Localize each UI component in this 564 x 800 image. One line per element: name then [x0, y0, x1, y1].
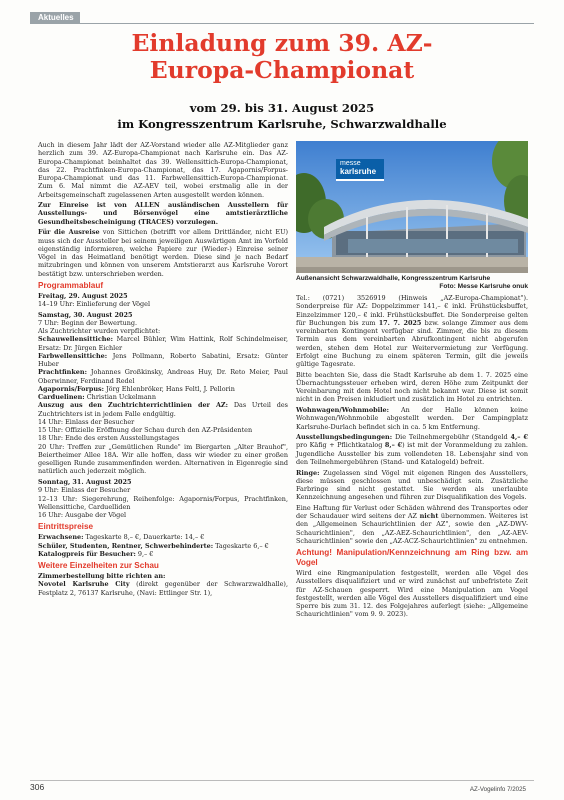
- price-label: Schüler, Studenten, Rentner, Schwerbehinderte:: [38, 541, 214, 550]
- rings-text: Zugelassen sind Vögel mit eigenen Ringen des Ausstellers, diese müssen geschlossen und unbeschädigt sein. Zusätzliche Farbringe sind nicht gestattet. Sie werden als unerlaubte Kennzeichnung angesehen und führen zur Disqualifikation des Vogels.: [296, 468, 528, 502]
- programm-heading: Programmablauf: [38, 280, 104, 290]
- liability-paragraph: [296, 504, 528, 545]
- caravan-label: Wohnwagen/Wohnmobile:: [296, 406, 390, 415]
- rings-paragraph: [296, 469, 528, 502]
- subtitle-line-1: vom 29. bis 31. August 2025: [189, 101, 375, 115]
- sunday-date: Sonntag, 31. August 2025: [38, 478, 132, 487]
- sign-line-1: messe: [340, 160, 361, 167]
- eintritt-heading: Eintrittspreise: [38, 522, 94, 532]
- intro-paragraph: Auch in diesem Jahr lädt der AZ-Vorstand wieder alle AZ-Mitglieder ganz herzlich zum 39. AZ-Europa-Championat nach Karlsruhe ein. Das AZ-Europa-Championat beinhaltet das 39. Wellensittich-Europa-Championat, das 22. Prachtfinken-Europa-Championat, das 17. Agapornis/Forpus-Europa-Championat und das 11. Farbwellensittich-Europa-Championat. Zum 6. Mal nimmt die AZ-AEV teil, wobei erstmalig alle in der Arbeitsgemeinschaft zugelassenen Arten ausgestellt werden können.: [38, 141, 288, 199]
- rings-label: Ringe:: [296, 468, 320, 477]
- caravan-text: An der Halle können keine Wohnwagen/Wohnmobile abgestellt werden. Der Campingplatz Karlsruhe-Durlach befindet sich in ca. 5 km Entfernung.: [296, 406, 528, 431]
- traces-notice: Zur Einreise ist von ALLEN ausländischen Ausstellern für Ausstellungs- und Börsenvögel eine amtstierärztliche Gesundheitsbescheinigung (TRACES) vorzulegen.: [38, 201, 288, 226]
- saturday-item: 15 Uhr: Offizielle Eröffnung der Schau durch den AZ-Präsidenten: [38, 426, 253, 435]
- liability-emphasis: nicht: [419, 512, 439, 521]
- judge-names: Jörg Ehlenbröker, Hans Feltl, J. Pellorin: [104, 384, 235, 393]
- liability-end: übernommen. Weiteres ist den „Allgemeinen Schaurichtlinien der AZ", sowie den „AZ-DWV-Schaurichtlinien", den „AZ-AEZ-Schaurichtlinien", den „AZ-AEV-Schaurichtlinien" sowie den „AZ-ACZ-Schaurichtlinien" zu entnehmen.: [296, 512, 528, 545]
- zuchtrichter-text: Das Urteil des Zuchtrichters ist in jedem Falle endgültig.: [38, 401, 288, 418]
- judge-names: Marcel Bühler, Wim Hattink, Rolf Schindelmeiser, Ersatz: Dr. Jürgen Eichler: [38, 335, 288, 352]
- messe-sign-label: [340, 160, 376, 176]
- judge-category: Agapornis/Forpus:: [38, 384, 105, 393]
- judge-category: Schauwellensittiche:: [38, 335, 113, 344]
- price-label: Katalogpreis für Besucher:: [38, 549, 136, 558]
- zimmer-label: Zimmerbestellung bitte richten an:: [38, 572, 166, 581]
- hotel-name: Novotel Karlsruhe City: [38, 580, 130, 589]
- city-tax-paragraph: Bitte beachten Sie, dass die Stadt Karlsruhe ab dem 1. 7. 2025 eine Übernachtungssteuer erheben wird, deren Höhe zum Zeitpunkt der Vereinbarung mit dem Hotel noch nicht bekannt war. Diese ist somit nicht in den Preisen inkludiert und zusätzlich im Hotel zu entrichten.: [296, 370, 528, 404]
- right-column: [296, 294, 528, 621]
- hotel-details-end: bzw. solange Zimmer aus dem vereinbarten Kontingent verfügbar sind. Zimmer, die bis zu diesem Termin aus dem vereinbarten Abrufkontingent nicht abgerufen werden, stehen dem Hotel zur Weitervermietung zur Verfügung. Erfolgt eine Buchung zu einem späteren Termin, gilt die jeweils gültige Tagesrate.: [296, 318, 528, 368]
- judge-line: [38, 368, 288, 385]
- header-rule: [30, 23, 534, 24]
- liability-text: Eine Haftung für Verlust oder Schäden während des Transportes oder der Schaudauer wird seitens der AZ: [296, 503, 528, 521]
- caption-text: Außenansicht Schwarzwaldhalle, Kongresszentrum Karlsruhe: [296, 275, 491, 282]
- schwarzwaldhalle-photo: [296, 141, 528, 273]
- title-line-1: Einladung zum 39. AZ-: [131, 29, 433, 57]
- ausreise-label: Für die Ausreise: [38, 228, 100, 237]
- price-label: Erwachsene:: [38, 533, 84, 542]
- saturday-item: 20 Uhr: Treffen zur „Gemütlichen Runde" im Biergarten „Alter Brauhof", Beiertheimer Allee 18A. Wir alle hoffen, dass wir wieder zu einer großen geselligen Runde zusammenfinden werden. Alternativen in Eigenregie sind natürlich auch jederzeit möglich.: [38, 442, 288, 476]
- judge-category: Carduelinen:: [38, 393, 85, 402]
- judge-category: Prachtfinken:: [38, 368, 87, 377]
- article-title: [20, 30, 544, 84]
- price-line: [38, 550, 288, 558]
- judge-line: [38, 393, 288, 401]
- manipulation-paragraph: Wird eine Ringmanipulation festgestellt, werden alle Vögel des Ausstellers disqualifiziert und er wird zunächst auf unbefristete Zeit für AZ-Schauen gesperrt. Wird eine Manipulation am Vogel festgestellt, werden alle Vögel des Ausstellers disqualifiziert und eine Sperre bis zum 31. 12. des Folgejahres auferlegt (siehe: „Allgemeine Schaurichtlinien" vom 9. 9. 2023).: [296, 569, 528, 619]
- conditions-mid: pro Käfig + Pflichtkatalog: [296, 441, 385, 450]
- friday-item: 14–19 Uhr: Einlieferung der Vögel: [38, 300, 151, 309]
- judge-line: [38, 385, 288, 393]
- zuchtrichter-label: Auszug aus den Zuchtrichterrichtlinien der AZ:: [38, 401, 229, 410]
- ausreise-text: von Sittichen (betrifft vor allem Drittländer, nicht EU) muss sich der Aussteller bei seinem jeweiligen Auswärtigen Amt im Vorfeld eigenständig informieren, welche Papiere zur (Wieder-) Einreise seiner Vögel in das Heimatland benötigt werden. Diese sind je nach Bedarf mitzubringen und können von unserem Amtstierarzt aus Karlsruhe Vorort bestätigt bzw. unterschrieben werden.: [38, 228, 288, 278]
- price-line: [38, 533, 288, 541]
- achtung-heading: Achtung! Manipulation/Kennzeichnung am Ring bzw. am Vogel: [296, 548, 528, 568]
- judge-line: [38, 352, 288, 369]
- hotel-line: [38, 580, 288, 597]
- price-line: [38, 542, 288, 550]
- conditions-end: ) ist mit der Voranmeldung zu zahlen. Jugendliche Aussteller bis zum vollendeten 18. Lebensjahr sind von den Teilnehmergebühren (Stand- und Katalogeld) befreit.: [296, 441, 528, 466]
- conditions-text: Die Teilnehmergebühr (Standgeld: [392, 433, 511, 442]
- sign-line-2: karlsruhe: [340, 167, 377, 176]
- section-tab: Aktuelles: [30, 12, 80, 23]
- subtitle-line-2: im Kongresszentrum Karlsruhe, Schwarzwaldhalle: [117, 116, 447, 131]
- weitere-heading: Weitere Einzelheiten zur Schau: [38, 561, 159, 571]
- price-value: Tageskarte 6,– €: [213, 541, 269, 550]
- saturday-item: Als Zuchtrichter wurden verpflichtet:: [38, 327, 161, 336]
- sunday-item: 9 Uhr: Einlass der Besucher: [38, 486, 131, 495]
- left-column: [38, 141, 288, 599]
- price-value: 9,– €: [135, 549, 154, 558]
- judge-names: Jens Pollmann, Roberto Sabatini, Ersatz: Günter Huber: [38, 351, 288, 369]
- judge-category: Farbwellensittiche:: [38, 351, 108, 360]
- hotel-phone-text: Tel.: (0721) 3526919 (Hinweis „AZ-Europa-Championat"). Sonderpreise für AZ: Doppelzimmer 141,– € inkl. Frühstücksbuffet, Einzelzimmer 120,– € inkl. Frühstücksbuffet. Die Sonderpreise gelten für Buchungen bis zum: [296, 294, 528, 327]
- zuchtrichter-note: [38, 401, 288, 418]
- hotel-details: [296, 294, 528, 368]
- footer-rule: [30, 780, 534, 781]
- page-number: 306: [30, 782, 45, 792]
- article-subtitle: [20, 101, 544, 132]
- saturday-item: 14 Uhr: Einlass der Besucher: [38, 417, 135, 426]
- building-illustration: [296, 141, 528, 273]
- sunday-item: 12–13 Uhr: Siegerehrung, Reihenfolge: Agapornis/Forpus, Prachtfinken, Wellensittiche, Carduelliden: [38, 494, 288, 511]
- saturday-item: 7 Uhr: Beginn der Bewertung.: [38, 318, 138, 327]
- judge-names: Johannes Großkinsky, Andreas Huy, Dr. Reto Meier, Paul Oberwinner, Ferdinand Redel: [38, 368, 288, 385]
- catalog-fee: 8,– €: [384, 441, 403, 450]
- saturday-item: 18 Uhr: Ende des ersten Ausstellungstages: [38, 434, 180, 443]
- issue-label: AZ-Vogelinfo 7/2025: [469, 786, 526, 793]
- title-line-2: Europa-Championat: [149, 56, 415, 84]
- booking-deadline: 17. 7. 2025: [378, 318, 422, 327]
- conditions-label: Ausstellungsbedingungen:: [296, 433, 393, 442]
- photo-caption: [296, 275, 528, 291]
- ausreise-paragraph: [38, 228, 288, 278]
- sunday-item: 16 Uhr: Ausgabe der Vögel: [38, 511, 127, 520]
- saturday-date: Samstag, 30. August 2025: [38, 310, 133, 319]
- photo-credit: Foto: Messe Karlsruhe onuk: [439, 283, 528, 290]
- friday-date: Freitag, 29. August 2025: [38, 291, 128, 300]
- price-value: Tageskarte 8,– €, Dauerkarte: 14,– €: [83, 533, 205, 542]
- hotel-address: (direkt gegenüber der Schwarzwaldhalle), Festplatz 2, 76137 Karlsruhe, (Navi: Ettlinger Str. 1),: [38, 580, 288, 597]
- judge-line: [38, 335, 288, 352]
- caravan-paragraph: [296, 406, 528, 431]
- conditions-paragraph: [296, 433, 528, 466]
- judge-names: Christian Uckelmann: [84, 393, 156, 402]
- cage-fee: 4,– €: [510, 433, 528, 442]
